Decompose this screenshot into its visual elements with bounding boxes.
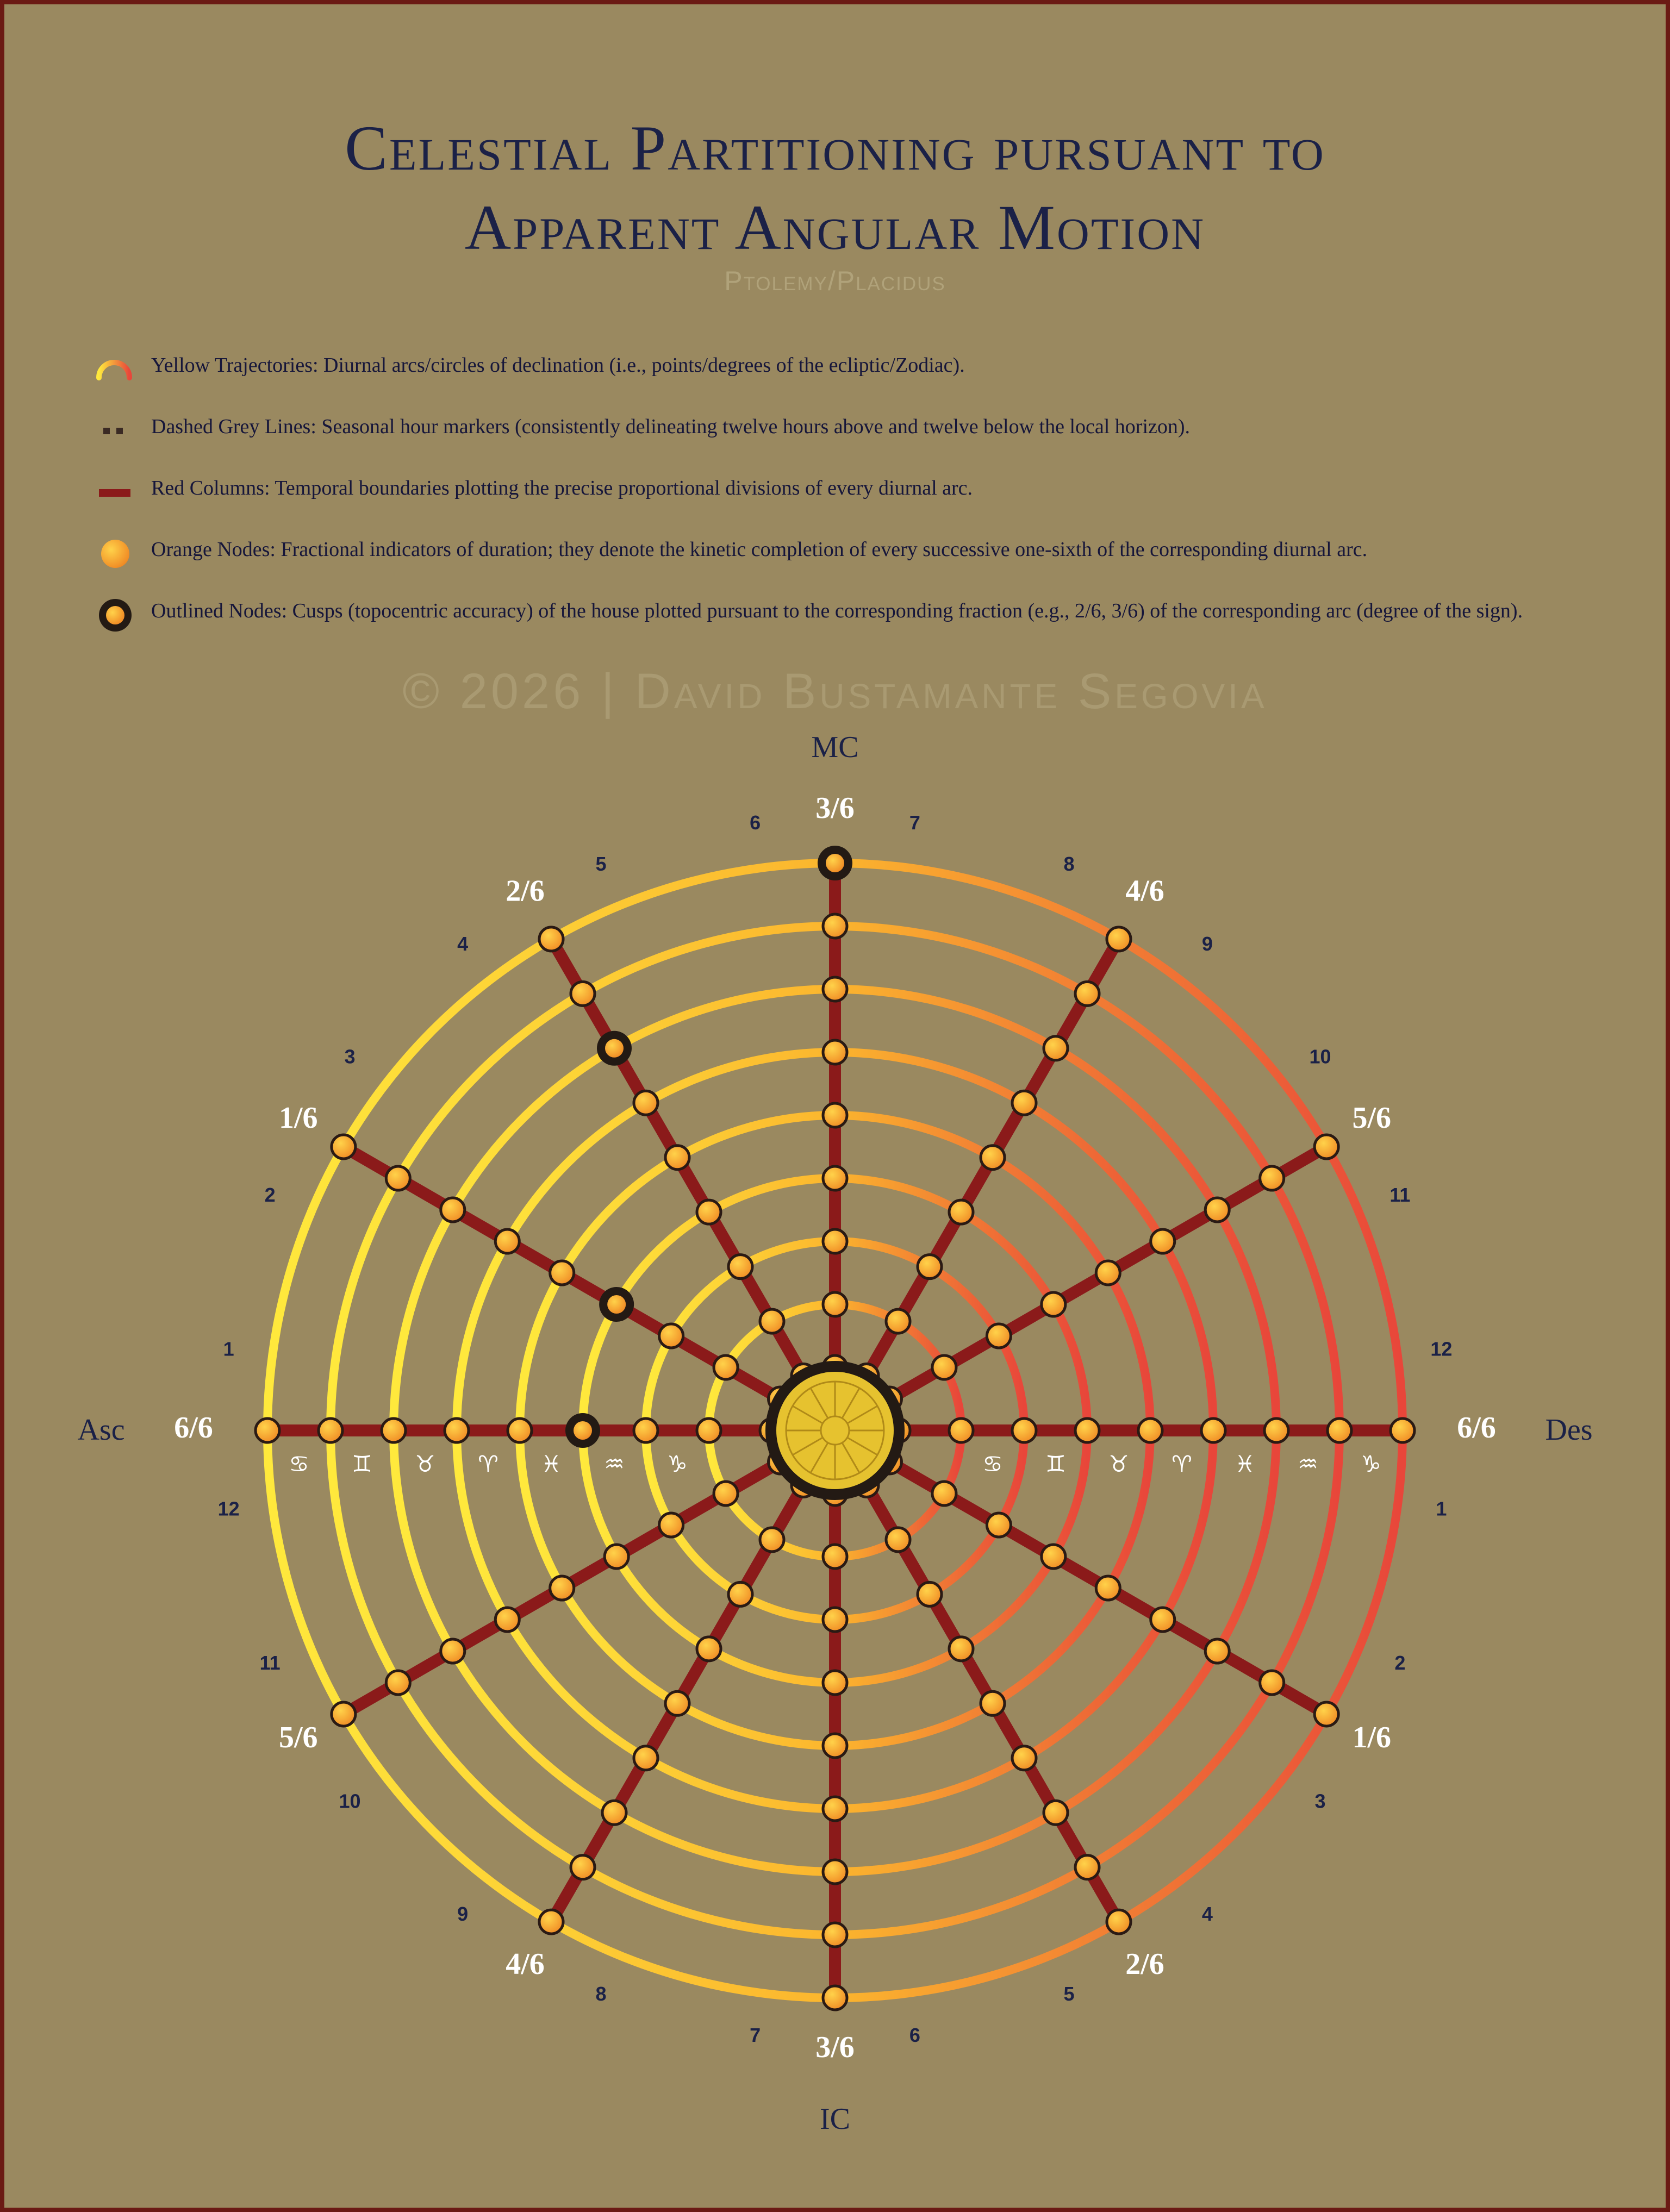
fraction-node: [1314, 1135, 1338, 1159]
zodiac-sign-right: ♊: [1045, 1451, 1066, 1477]
house-number-lower: 12: [217, 1497, 240, 1520]
central-wheel-icon: [765, 1361, 905, 1500]
zodiac-sign-left: ♑: [667, 1451, 688, 1477]
fraction-node: [823, 1797, 847, 1821]
zodiac-sign-left: ♉: [415, 1451, 435, 1477]
fraction-node: [602, 1801, 626, 1824]
fraction-node: [382, 1419, 406, 1442]
legend-text-dashed-grey-lines: Dashed Grey Lines: Seasonal hour markers (consistently delineating twelve hours above and twelve below the local horizon).: [151, 415, 1191, 438]
title-line-1: Celestial Partitioning pursuant to: [345, 113, 1325, 184]
fraction-node: [659, 1324, 683, 1348]
fraction-label-3-6-lower: 3/6: [815, 2030, 855, 2064]
fraction-node: [495, 1229, 519, 1253]
fraction-node: [1264, 1419, 1288, 1442]
house-number-lower: 11: [259, 1652, 281, 1674]
house-number-upper: 12: [1430, 1338, 1453, 1360]
fraction-node: [918, 1255, 942, 1279]
fraction-node: [665, 1146, 689, 1170]
fraction-node: [823, 914, 847, 938]
house-number-lower: 3: [1314, 1790, 1326, 1813]
house-number-lower: 8: [595, 1982, 607, 2005]
diagram-subtitle: Ptolemy/Placidus: [724, 266, 946, 296]
zodiac-sign-right: ♓: [1235, 1451, 1255, 1477]
legend-text-yellow-trajectories: Yellow Trajectories: Diurnal arcs/circles of declination (i.e., points/degrees of the ecliptic/Zodiac).: [151, 354, 965, 377]
fraction-node: [987, 1513, 1011, 1537]
fraction-node: [823, 1040, 847, 1064]
house-number-upper: 8: [1063, 853, 1075, 876]
house-number-upper: 5: [595, 853, 607, 876]
zodiac-sign-left: ♈: [478, 1451, 498, 1477]
fraction-node: [823, 1545, 847, 1569]
zodiac-sign-left: ♓: [541, 1451, 562, 1477]
fraction-label-6-6-right: 6/6: [1457, 1410, 1496, 1445]
fraction-node: [508, 1419, 532, 1442]
fraction-node: [256, 1419, 279, 1442]
fraction-node: [987, 1324, 1011, 1348]
fraction-node: [571, 982, 595, 1005]
fraction-node: [1201, 1419, 1225, 1442]
house-number-lower: 4: [1201, 1903, 1213, 1926]
fraction-label-6-6-left: 6/6: [174, 1410, 213, 1445]
fraction-node: [760, 1309, 784, 1333]
fraction-node: [886, 1309, 910, 1333]
fraction-node: [728, 1255, 752, 1279]
fraction-node: [1314, 1702, 1338, 1726]
fraction-node: [697, 1637, 721, 1661]
fraction-node: [1042, 1545, 1065, 1569]
fraction-node: [714, 1482, 738, 1505]
fraction-node: [441, 1639, 465, 1663]
zodiac-sign-right: ♋: [982, 1451, 1003, 1477]
house-number-lower: 1: [1436, 1497, 1447, 1520]
fraction-node: [932, 1355, 956, 1379]
fraction-node: [1260, 1671, 1284, 1695]
fraction-node: [949, 1419, 973, 1442]
fraction-node: [1151, 1608, 1175, 1632]
outlined-cusp-node-core: [574, 1421, 592, 1440]
fraction-node: [823, 1292, 847, 1316]
zodiac-sign-right: ♑: [1361, 1451, 1381, 1477]
fraction-node: [1096, 1576, 1120, 1600]
fraction-node: [886, 1528, 910, 1552]
fraction-node: [1205, 1198, 1229, 1222]
fraction-node: [386, 1166, 410, 1190]
house-number-upper: 4: [457, 932, 469, 955]
fraction-node: [697, 1419, 721, 1442]
fraction-node: [550, 1261, 574, 1285]
fraction-node: [823, 1986, 847, 2010]
fraction-node: [441, 1198, 465, 1222]
fraction-label-3-6-upper: 3/6: [815, 791, 855, 825]
fraction-node: [634, 1746, 658, 1770]
fraction-node: [1107, 927, 1131, 951]
fraction-node: [697, 1200, 721, 1224]
house-number-upper: 2: [264, 1183, 276, 1206]
house-number-lower: 2: [1394, 1652, 1406, 1674]
fraction-node: [445, 1419, 469, 1442]
fraction-node: [1044, 1036, 1068, 1060]
house-number-lower: 7: [750, 2023, 761, 2046]
fraction-node: [823, 1860, 847, 1884]
fraction-node: [1075, 1855, 1099, 1879]
fraction-node: [932, 1482, 956, 1505]
house-number-lower: 5: [1063, 1982, 1075, 2005]
fraction-node: [1107, 1910, 1131, 1934]
fraction-node: [571, 1855, 595, 1879]
fraction-node: [823, 1734, 847, 1758]
axis-label-mc: MC: [811, 730, 859, 764]
fraction-node: [823, 1103, 847, 1127]
house-number-upper: 7: [909, 811, 920, 834]
zodiac-sign-right: ♒: [1298, 1451, 1318, 1477]
fraction-node: [1260, 1166, 1284, 1190]
fraction-node: [823, 1166, 847, 1190]
fraction-node: [981, 1146, 1005, 1170]
fraction-node: [539, 927, 563, 951]
fraction-node: [949, 1200, 973, 1224]
fraction-node: [495, 1608, 519, 1632]
fraction-node: [1075, 1419, 1099, 1442]
axis-label-asc: Asc: [77, 1413, 125, 1447]
fraction-node: [1042, 1292, 1065, 1316]
fraction-node: [319, 1419, 342, 1442]
fraction-node: [714, 1355, 738, 1379]
axis-label-des: Des: [1545, 1413, 1593, 1447]
house-number-upper: 3: [344, 1045, 356, 1068]
fraction-label-1-6-lower: 1/6: [1352, 1720, 1392, 1754]
legend-text-red-columns: Red Columns: Temporal boundaries plotting the precise proportional divisions of every diurnal arc.: [151, 477, 973, 499]
fraction-node: [634, 1091, 658, 1115]
zodiac-sign-left: ♊: [352, 1451, 372, 1477]
fraction-node: [823, 1229, 847, 1253]
fraction-node: [665, 1691, 689, 1715]
house-number-lower: 6: [909, 2023, 920, 2046]
fraction-label-2-6-lower: 2/6: [1125, 1947, 1164, 1982]
fraction-node: [1328, 1419, 1351, 1442]
fraction-node: [539, 1910, 563, 1934]
fraction-node: [659, 1513, 683, 1537]
house-number-lower: 10: [339, 1790, 361, 1813]
fraction-node: [1391, 1419, 1414, 1442]
fraction-node: [1012, 1091, 1036, 1115]
house-number-upper: 11: [1389, 1183, 1411, 1206]
zodiac-sign-left: ♒: [604, 1451, 625, 1477]
zodiac-sign-left: ♋: [289, 1451, 309, 1477]
fraction-node: [823, 1923, 847, 1947]
fraction-node: [332, 1135, 356, 1159]
fraction-node: [1075, 982, 1099, 1005]
outlined-cusp-node-core: [826, 854, 844, 872]
fraction-node: [1151, 1229, 1175, 1253]
fraction-node: [1138, 1419, 1162, 1442]
fraction-node: [386, 1671, 410, 1695]
fraction-node: [823, 1671, 847, 1695]
fraction-node: [981, 1691, 1005, 1715]
fraction-label-5-6-lower: 5/6: [278, 1720, 318, 1754]
house-number-lower: 9: [457, 1903, 469, 1926]
zodiac-sign-right: ♉: [1108, 1451, 1129, 1477]
fraction-node: [634, 1419, 658, 1442]
fraction-node: [1205, 1639, 1229, 1663]
fraction-node: [550, 1576, 574, 1600]
title-line-2: Apparent Angular Motion: [464, 192, 1206, 263]
fraction-label-1-6-upper: 1/6: [278, 1101, 318, 1135]
fraction-node: [1012, 1419, 1036, 1442]
fraction-label-4-6-lower: 4/6: [506, 1947, 545, 1982]
house-number-upper: 9: [1201, 932, 1213, 955]
outlined-cusp-node-core: [605, 1039, 624, 1058]
fraction-node: [1044, 1801, 1068, 1824]
legend-text-outlined-nodes: Outlined Nodes: Cusps (topocentric accuracy) of the house plotted pursuant to the corresponding fraction (e.g., 2/6, 3/6) of the corresponding arc (degree of the sign).: [151, 599, 1523, 622]
fraction-label-4-6-upper: 4/6: [1125, 874, 1164, 908]
fraction-node: [605, 1545, 628, 1569]
outlined-cusp-node-core: [607, 1295, 626, 1314]
house-number-upper: 6: [750, 811, 761, 834]
house-number-upper: 1: [223, 1338, 234, 1360]
fraction-node: [823, 977, 847, 1001]
axis-label-ic: IC: [820, 2102, 850, 2136]
fraction-label-5-6-upper: 5/6: [1352, 1101, 1392, 1135]
fraction-node: [1012, 1746, 1036, 1770]
house-number-upper: 10: [1309, 1045, 1331, 1068]
fraction-node: [760, 1528, 784, 1552]
zodiac-sign-right: ♈: [1172, 1451, 1192, 1477]
fraction-node: [332, 1702, 356, 1726]
fraction-node: [1096, 1261, 1120, 1285]
fraction-node: [728, 1582, 752, 1606]
fraction-node: [823, 1608, 847, 1632]
legend-text-orange-nodes: Orange Nodes: Fractional indicators of duration; they denote the kinetic completion of every successive one-sixth of the corresponding diurnal arc.: [151, 538, 1368, 561]
copyright-watermark: © 2026 | David Bustamante Segovia: [402, 664, 1268, 719]
fraction-node: [918, 1582, 942, 1606]
fraction-node: [949, 1637, 973, 1661]
fraction-label-2-6-upper: 2/6: [506, 874, 545, 908]
